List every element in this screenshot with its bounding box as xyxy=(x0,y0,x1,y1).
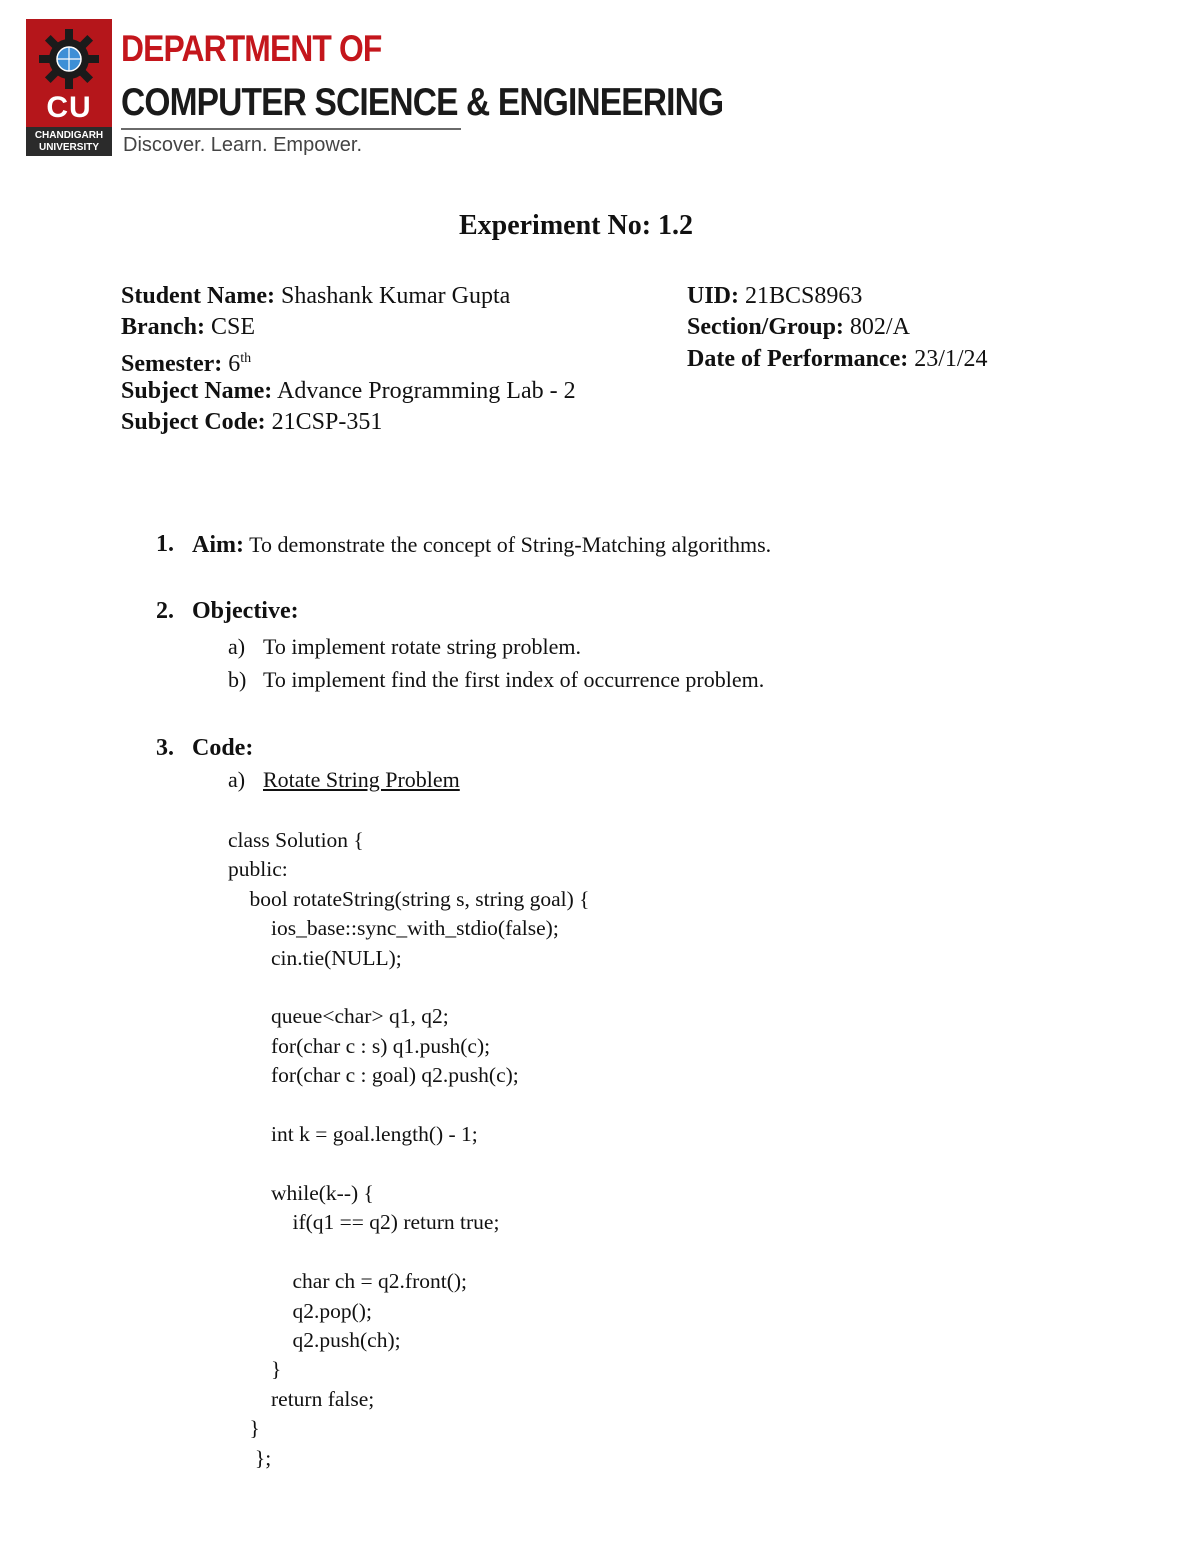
code-line xyxy=(228,973,589,1002)
code-line: q2.push(ch); xyxy=(228,1327,401,1352)
section-value: 802/A xyxy=(849,314,910,340)
code-line xyxy=(228,1091,589,1120)
department-heading-line1: DEPARTMENT OF xyxy=(121,28,382,69)
branch-row xyxy=(121,311,255,343)
code-line: bool rotateString(string s, string goal) { xyxy=(228,886,590,911)
code-line: if(q1 == q2) return true; xyxy=(228,1210,500,1235)
subject-name-row xyxy=(121,375,576,407)
section-row xyxy=(687,311,910,343)
code-sub-marker: a) xyxy=(228,767,246,792)
aim-label: Aim: xyxy=(192,532,244,558)
header-divider xyxy=(121,128,461,130)
student-name-row xyxy=(121,280,510,312)
code-line: queue<char> q1, q2; xyxy=(228,1004,449,1029)
subject-code-row xyxy=(121,406,382,438)
uid-value: 21BCS8963 xyxy=(745,283,863,309)
code-line: q2.pop(); xyxy=(228,1298,372,1323)
code-line: while(k--) { xyxy=(228,1180,374,1205)
logo-university-name: CHANDIGARH UNIVERSITY xyxy=(26,127,112,156)
uid-row xyxy=(687,280,862,312)
logo-abbreviation: CU xyxy=(46,91,92,124)
code-line: ios_base::sync_with_stdio(false); xyxy=(228,916,559,941)
code-line: cin.tie(NULL); xyxy=(228,945,402,970)
code-block xyxy=(228,826,589,1473)
aim-number: 1. xyxy=(156,531,174,557)
date-row xyxy=(687,343,988,375)
semester-suffix: th xyxy=(240,351,252,366)
uid-label: UID: xyxy=(687,283,739,309)
objective-marker-b: b) xyxy=(228,667,247,692)
section-label: Section/Group: xyxy=(687,314,844,340)
semester-label: Semester: xyxy=(121,351,223,377)
code-label: Code: xyxy=(192,735,254,761)
subject-code-label: Subject Code: xyxy=(121,409,266,435)
tagline: Discover. Learn. Empower. xyxy=(123,134,362,156)
code-line: class Solution { xyxy=(228,828,364,852)
code-line: } xyxy=(228,1416,260,1441)
code-line: }; xyxy=(228,1445,272,1470)
code-line: for(char c : s) q1.push(c); xyxy=(228,1033,491,1058)
branch-value: CSE xyxy=(211,314,256,340)
code-line: int k = goal.length() - 1; xyxy=(228,1122,478,1147)
code-line: return false; xyxy=(228,1386,375,1411)
code-line: public: xyxy=(228,857,288,882)
code-line: for(char c : goal) q2.push(c); xyxy=(228,1063,519,1088)
student-name-value: Shashank Kumar Gupta xyxy=(281,283,511,309)
objective-item-a: To implement rotate string problem. xyxy=(263,634,582,659)
gear-globe-icon xyxy=(35,25,103,93)
code-line xyxy=(228,1238,589,1267)
aim-row xyxy=(192,532,771,559)
code-line xyxy=(228,1149,589,1178)
aim-text: To demonstrate the concept of String-Matching algorithms. xyxy=(249,532,772,557)
objective-number: 2. xyxy=(156,598,174,624)
objective-item-b: To implement find the first index of occurrence problem. xyxy=(263,667,765,692)
code-line: char ch = q2.front(); xyxy=(228,1269,467,1294)
objective-label: Objective: xyxy=(192,598,299,624)
branch-label: Branch: xyxy=(121,314,205,340)
code-line: } xyxy=(228,1357,282,1382)
subject-name-label: Subject Name: xyxy=(121,378,273,404)
code-number: 3. xyxy=(156,735,174,761)
subject-code-value: 21CSP-351 xyxy=(271,409,383,435)
date-value: 23/1/24 xyxy=(914,346,988,372)
student-name-label: Student Name: xyxy=(121,283,275,309)
code-sub-title: Rotate String Problem xyxy=(263,767,460,792)
semester-value: 6 xyxy=(228,351,241,377)
date-label: Date of Performance: xyxy=(687,346,909,372)
department-heading-line2: COMPUTER SCIENCE & ENGINEERING xyxy=(121,81,724,124)
objective-marker-a: a) xyxy=(228,634,246,659)
experiment-title: Experiment No: 1.2 xyxy=(458,210,694,241)
subject-name-value: Advance Programming Lab - 2 xyxy=(277,378,576,404)
university-logo xyxy=(26,19,112,156)
